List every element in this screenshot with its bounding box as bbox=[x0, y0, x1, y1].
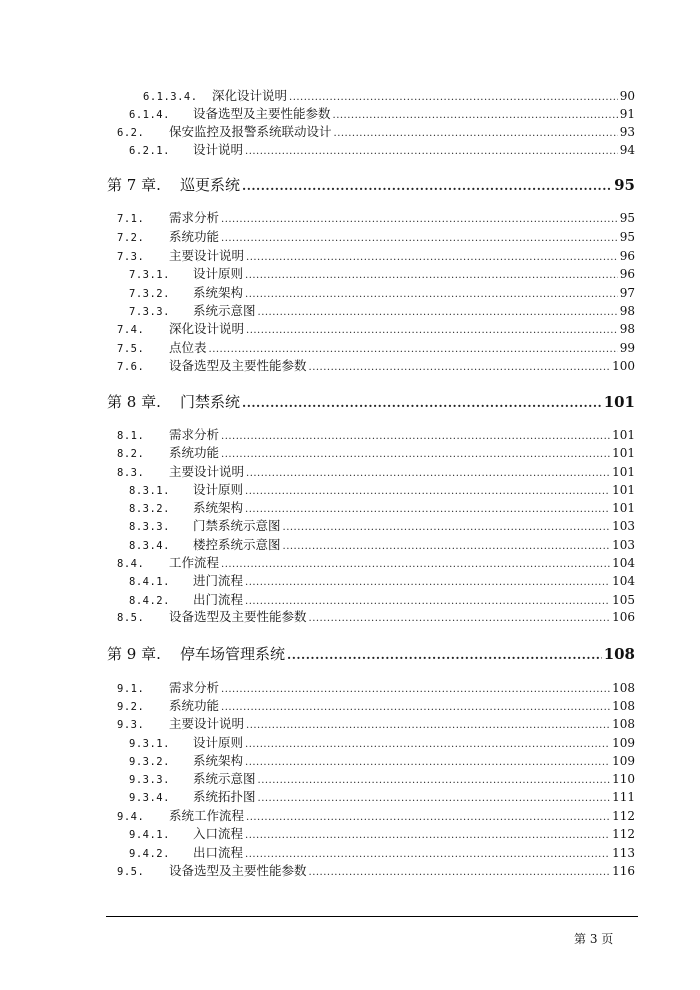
toc-entry-number: 8.1. bbox=[117, 430, 145, 442]
toc-entry[interactable] bbox=[117, 425, 635, 443]
toc-entry-page-number: 110 bbox=[612, 772, 635, 786]
toc-entry-page-number: 103 bbox=[612, 538, 635, 552]
toc-entry-page-number: 96 bbox=[619, 249, 635, 263]
toc-dot-leader bbox=[287, 648, 602, 662]
toc-entry[interactable] bbox=[129, 264, 635, 282]
toc-entry-number: 8.4.1. bbox=[129, 576, 170, 588]
toc-entry-number: 8.5. bbox=[117, 612, 145, 624]
toc-dot-leader bbox=[245, 757, 610, 768]
toc-entry-number: 9.1. bbox=[117, 683, 145, 695]
toc-entry-number: 7.2. bbox=[117, 232, 145, 244]
toc-entry-title: 系统功能 bbox=[169, 445, 220, 460]
toc-dot-leader bbox=[309, 362, 611, 373]
toc-entry-title: 主要设计说明 bbox=[169, 248, 245, 263]
toc-entry-number: 6.1.4. bbox=[129, 109, 170, 121]
toc-entry-number: 第 8 章. bbox=[107, 393, 161, 411]
toc-entry[interactable] bbox=[117, 806, 635, 824]
toc-entry-title: 设备选型及主要性能参数 bbox=[193, 106, 331, 121]
toc-dot-leader bbox=[245, 830, 610, 841]
toc-entry[interactable] bbox=[129, 571, 635, 589]
toc-entry-title: 设备选型及主要性能参数 bbox=[169, 609, 307, 624]
toc-dot-leader bbox=[258, 307, 618, 318]
toc-entry-number: 第 7 章. bbox=[107, 176, 161, 194]
toc-entry[interactable] bbox=[117, 227, 635, 245]
toc-entry-page-number: 96 bbox=[619, 267, 635, 281]
toc-entry[interactable] bbox=[129, 824, 635, 842]
toc-entry[interactable] bbox=[117, 122, 635, 140]
toc-entry[interactable] bbox=[117, 319, 635, 337]
toc-entry-number: 9.4. bbox=[117, 811, 145, 823]
toc-dot-leader bbox=[333, 110, 618, 121]
toc-dot-leader bbox=[245, 849, 610, 860]
toc-entry-number: 8.3.4. bbox=[129, 540, 170, 552]
toc-entry-page-number: 101 bbox=[612, 465, 635, 479]
toc-entry-title: 需求分析 bbox=[169, 210, 220, 225]
toc-entry-number: 8.4.2. bbox=[129, 595, 170, 607]
toc-entry-page-number: 112 bbox=[612, 827, 635, 841]
toc-entry[interactable] bbox=[117, 696, 635, 714]
toc-entry-title: 深化设计说明 bbox=[169, 321, 245, 336]
toc-entry-title: 工作流程 bbox=[169, 555, 220, 570]
toc-entry-page-number: 116 bbox=[612, 864, 635, 878]
toc-entry[interactable] bbox=[129, 498, 635, 516]
toc-entry-number: 8.3. bbox=[117, 467, 145, 479]
footer-divider bbox=[106, 916, 638, 917]
toc-entry[interactable] bbox=[129, 751, 635, 769]
toc-entry[interactable] bbox=[129, 104, 635, 122]
toc-entry[interactable] bbox=[117, 356, 635, 374]
toc-entry-title: 设计说明 bbox=[193, 142, 244, 157]
toc-entry-title: 门禁系统 bbox=[180, 393, 241, 411]
toc-entry-number: 9.4.2. bbox=[129, 848, 170, 860]
toc-dot-leader bbox=[221, 702, 610, 713]
toc-entry-title: 系统拓扑图 bbox=[193, 789, 256, 804]
toc-dot-leader bbox=[221, 233, 618, 244]
toc-entry-page-number: 97 bbox=[619, 286, 635, 300]
toc-entry-number: 9.3.3. bbox=[129, 774, 170, 786]
toc-entry-number: 8.4. bbox=[117, 558, 145, 570]
toc-entry[interactable] bbox=[129, 787, 635, 805]
toc-entry-title: 设计原则 bbox=[193, 735, 244, 750]
toc-entry-page-number: 113 bbox=[612, 846, 635, 860]
toc-entry-number: 6.2. bbox=[117, 127, 145, 139]
toc-entry-title: 入口流程 bbox=[193, 826, 244, 841]
toc-entry-page-number: 108 bbox=[612, 681, 635, 695]
toc-dot-leader bbox=[209, 344, 618, 355]
toc-entry-page-number: 99 bbox=[619, 341, 635, 355]
toc-entry-title: 停车场管理系统 bbox=[180, 645, 286, 663]
toc-entry[interactable] bbox=[129, 301, 635, 319]
toc-entry[interactable] bbox=[117, 607, 635, 625]
toc-entry-number: 7.3.1. bbox=[129, 269, 170, 281]
toc-entry-number: 9.3.1. bbox=[129, 738, 170, 750]
toc-entry[interactable] bbox=[129, 769, 635, 787]
toc-dot-leader bbox=[258, 775, 611, 786]
toc-entry-page-number: 108 bbox=[612, 717, 635, 731]
toc-entry-number: 9.3. bbox=[117, 719, 145, 731]
toc-entry-title: 保安监控及报警系统联动设计 bbox=[169, 124, 332, 139]
toc-entry[interactable] bbox=[117, 462, 635, 480]
toc-entry-title: 设备选型及主要性能参数 bbox=[169, 358, 307, 373]
toc-entry-number: 8.3.2. bbox=[129, 503, 170, 515]
toc-entry[interactable] bbox=[129, 516, 635, 534]
toc-dot-leader bbox=[245, 289, 618, 300]
toc-dot-leader bbox=[221, 214, 618, 225]
toc-dot-leader bbox=[246, 252, 618, 263]
toc-entry-page-number: 111 bbox=[612, 790, 635, 804]
toc-dot-leader bbox=[283, 522, 611, 533]
toc-entry-page-number: 108 bbox=[603, 645, 635, 663]
toc-entry-number: 6.1.3.4. bbox=[143, 91, 198, 103]
toc-entry-title: 系统示意图 bbox=[193, 303, 256, 318]
toc-entry-title: 主要设计说明 bbox=[169, 464, 245, 479]
toc-entry-title: 系统功能 bbox=[169, 229, 220, 244]
toc-dot-leader bbox=[242, 396, 602, 410]
toc-entry-number: 8.3.3. bbox=[129, 521, 170, 533]
toc-entry-page-number: 101 bbox=[603, 393, 635, 411]
toc-entry-page-number: 108 bbox=[612, 699, 635, 713]
toc-entry-title: 主要设计说明 bbox=[169, 716, 245, 731]
toc-dot-leader bbox=[242, 179, 612, 193]
toc-dot-leader bbox=[245, 270, 618, 281]
toc-dot-leader bbox=[246, 468, 610, 479]
toc-dot-leader bbox=[246, 325, 618, 336]
toc-dot-leader bbox=[258, 793, 611, 804]
toc-entry-number: 9.3.4. bbox=[129, 792, 170, 804]
toc-entry-number: 9.4.1. bbox=[129, 829, 170, 841]
toc-entry-number: 9.2. bbox=[117, 701, 145, 713]
toc-dot-leader bbox=[289, 92, 618, 103]
toc-entry-page-number: 101 bbox=[612, 428, 635, 442]
toc-entry-title: 需求分析 bbox=[169, 427, 220, 442]
toc-dot-leader bbox=[283, 541, 611, 552]
toc-entry-page-number: 106 bbox=[612, 610, 635, 624]
toc-entry[interactable] bbox=[129, 283, 635, 301]
toc-entry-page-number: 101 bbox=[612, 483, 635, 497]
toc-entry-title: 系统工作流程 bbox=[169, 808, 245, 823]
toc-entry-title: 楼控系统示意图 bbox=[193, 537, 281, 552]
toc-entry-page-number: 109 bbox=[612, 754, 635, 768]
toc-entry-page-number: 104 bbox=[612, 574, 635, 588]
toc-dot-leader bbox=[245, 596, 610, 607]
toc-entry-title: 设计原则 bbox=[193, 482, 244, 497]
toc-entry-number: 9.3.2. bbox=[129, 756, 170, 768]
toc-dot-leader bbox=[309, 613, 611, 624]
toc-entry-title: 系统功能 bbox=[169, 698, 220, 713]
toc-entry-page-number: 100 bbox=[612, 359, 635, 373]
toc-entry-number: 7.1. bbox=[117, 213, 145, 225]
toc-entry[interactable] bbox=[129, 843, 635, 861]
toc-entry-title: 需求分析 bbox=[169, 680, 220, 695]
toc-entry[interactable] bbox=[117, 246, 635, 264]
toc-entry[interactable] bbox=[117, 338, 635, 356]
toc-dot-leader bbox=[245, 146, 618, 157]
toc-entry-number: 7.4. bbox=[117, 324, 145, 336]
toc-entry-title: 设备选型及主要性能参数 bbox=[169, 863, 307, 878]
toc-entry[interactable] bbox=[129, 480, 635, 498]
toc-entry-page-number: 91 bbox=[619, 107, 635, 121]
toc-entry-title: 巡更系统 bbox=[180, 176, 241, 194]
toc-entry-number: 7.5. bbox=[117, 343, 145, 355]
toc-entry[interactable] bbox=[117, 553, 635, 571]
toc-entry-title: 系统示意图 bbox=[193, 771, 256, 786]
toc-entry-number: 7.6. bbox=[117, 361, 145, 373]
toc-entry[interactable] bbox=[129, 733, 635, 751]
footer-page-number: 第 3 页 bbox=[574, 932, 614, 946]
toc-dot-leader bbox=[245, 739, 610, 750]
toc-entry[interactable] bbox=[129, 590, 635, 608]
toc-entry-title: 系统架构 bbox=[193, 285, 244, 300]
toc-entry[interactable] bbox=[117, 208, 635, 226]
toc-chapter-entry[interactable] bbox=[107, 174, 635, 195]
toc-entry-page-number: 103 bbox=[612, 519, 635, 533]
toc-entry-title: 设计原则 bbox=[193, 266, 244, 281]
toc-dot-leader bbox=[221, 559, 610, 570]
toc-entry-title: 进门流程 bbox=[193, 573, 244, 588]
toc-entry-page-number: 98 bbox=[619, 322, 635, 336]
toc-entry-page-number: 93 bbox=[619, 125, 635, 139]
toc-entry-page-number: 95 bbox=[614, 176, 635, 194]
toc-entry-page-number: 94 bbox=[619, 143, 635, 157]
toc-entry-page-number: 101 bbox=[612, 446, 635, 460]
toc-entry-page-number: 90 bbox=[619, 89, 635, 103]
toc-entry-title: 系统架构 bbox=[193, 753, 244, 768]
toc-dot-leader bbox=[221, 684, 610, 695]
toc-dot-leader bbox=[221, 449, 610, 460]
toc-entry[interactable] bbox=[129, 140, 635, 158]
toc-entry-page-number: 112 bbox=[612, 809, 635, 823]
toc-entry-title: 门禁系统示意图 bbox=[193, 518, 281, 533]
toc-entry-number: 7.3.3. bbox=[129, 306, 170, 318]
toc-entry-page-number: 109 bbox=[612, 736, 635, 750]
toc-dot-leader bbox=[245, 504, 610, 515]
toc-entry-number: 7.3. bbox=[117, 251, 145, 263]
toc-entry-title: 出口流程 bbox=[193, 845, 244, 860]
toc-entry-number: 8.3.1. bbox=[129, 485, 170, 497]
toc-entry-number: 8.2. bbox=[117, 448, 145, 460]
toc-entry-title: 出门流程 bbox=[193, 592, 244, 607]
toc-dot-leader bbox=[221, 431, 610, 442]
toc-dot-leader bbox=[246, 812, 610, 823]
toc-entry-page-number: 95 bbox=[619, 211, 635, 225]
toc-entry-title: 点位表 bbox=[169, 340, 207, 355]
toc-entry-number: 第 9 章. bbox=[107, 645, 161, 663]
toc-entry[interactable] bbox=[117, 714, 635, 732]
toc-entry-number: 9.5. bbox=[117, 866, 145, 878]
toc-entry-page-number: 104 bbox=[612, 556, 635, 570]
toc-entry-page-number: 101 bbox=[612, 501, 635, 515]
toc-entry[interactable] bbox=[143, 86, 635, 104]
toc-dot-leader bbox=[245, 577, 610, 588]
toc-entry-number: 6.2.1. bbox=[129, 145, 170, 157]
toc-entry-number: 7.3.2. bbox=[129, 288, 170, 300]
toc-dot-leader bbox=[309, 867, 611, 878]
toc-dot-leader bbox=[334, 128, 618, 139]
toc-entry[interactable] bbox=[117, 861, 635, 879]
toc-dot-leader bbox=[245, 486, 610, 497]
toc-entry-title: 深化设计说明 bbox=[212, 88, 288, 103]
toc-entry[interactable] bbox=[129, 535, 635, 553]
toc-entry-page-number: 95 bbox=[619, 230, 635, 244]
toc-entry-title: 系统架构 bbox=[193, 500, 244, 515]
toc-chapter-entry[interactable] bbox=[107, 391, 635, 412]
toc-entry-page-number: 98 bbox=[619, 304, 635, 318]
toc-entry[interactable] bbox=[117, 678, 635, 696]
toc-entry-page-number: 105 bbox=[612, 593, 635, 607]
toc-chapter-entry[interactable] bbox=[107, 643, 635, 664]
toc-dot-leader bbox=[246, 720, 610, 731]
toc-entry[interactable] bbox=[117, 443, 635, 461]
